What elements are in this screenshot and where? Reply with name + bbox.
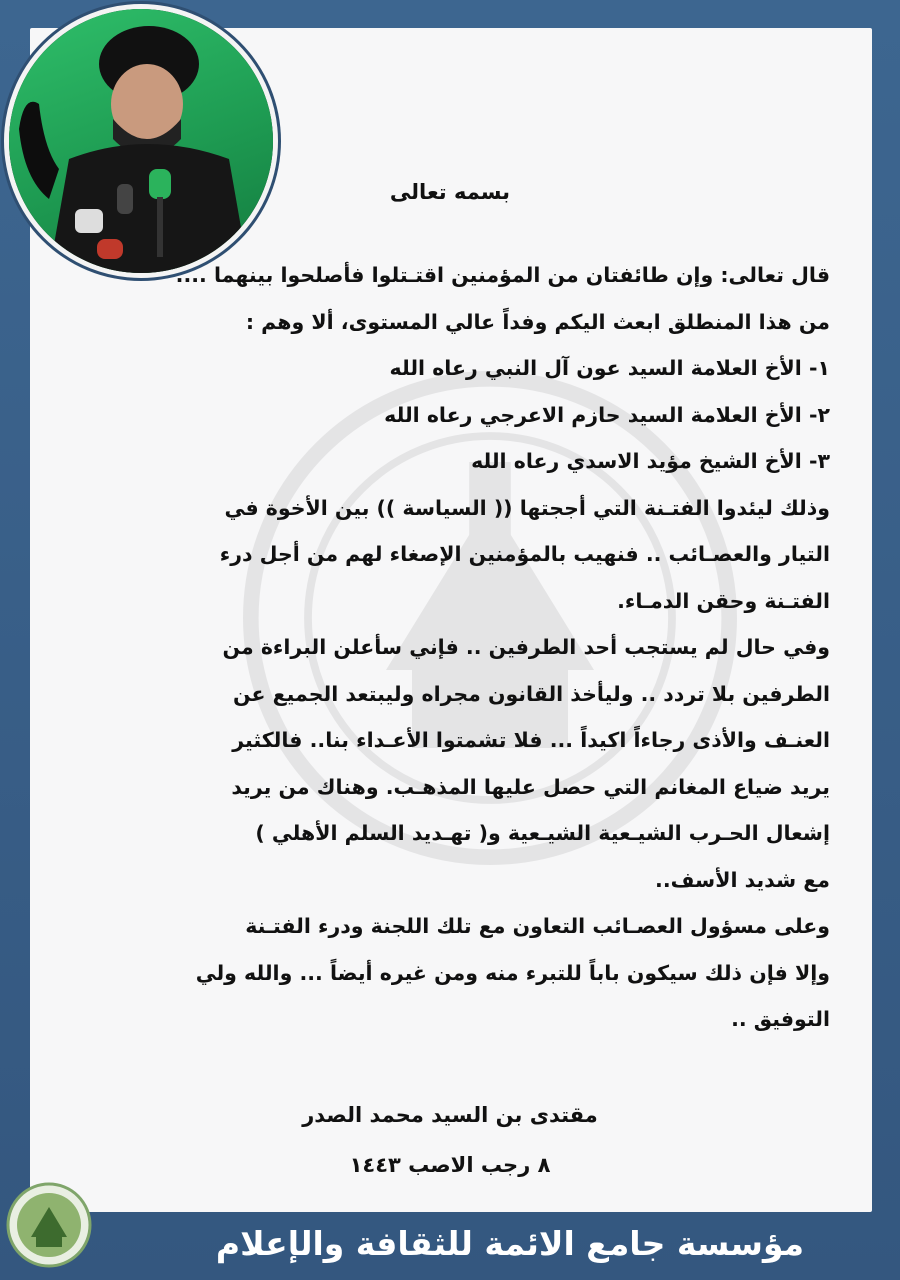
footer-organization: مؤسسة جامع الائمة للثقافة والإعلام <box>215 1224 805 1263</box>
letter-line: التوفيق .. <box>731 1007 830 1031</box>
letter-body <box>70 180 830 1043</box>
letter-line: يريد ضياع المغانم التي حصل عليها المذهـب. وهناك من يريد <box>231 774 830 799</box>
letter-line: العنـف والأذى رجاءاً اكيداً ... فلا تشمتوا الأعـداء بنا.. فالكثير <box>232 728 830 752</box>
letter-line: الطرفين بلا تردد .. وليأخذ القانون مجراه وليبتعد الجميع عن <box>233 681 830 706</box>
signature-block <box>230 1090 670 1190</box>
letter-text <box>70 252 830 1043</box>
letter-line: الفتـنة وحقن الدمـاء. <box>617 588 830 613</box>
letter-line: وإلا فإن ذلك سيكون باباً للتبرء منه ومن غيره أيضاً ... والله ولي <box>195 960 830 985</box>
signature-name: مقتدى بن السيد محمد الصدر <box>302 1103 598 1127</box>
letter-line: من هذا المنطلق ابعث اليكم وفداً عالي المستوى، ألا وهم : <box>245 309 830 334</box>
letter-line: وفي حال لم يستجب أحد الطرفين .. فإني سأعلن البراءة من <box>222 635 830 659</box>
institution-logo-icon <box>6 1182 92 1268</box>
letter-line: ٢- الأخ العلامة السيد حازم الاعرجي رعاه الله <box>384 402 830 427</box>
letter-line: وذلك ليئدوا الفتـنة التي أججتها (( السياسة )) بين الأخوة في <box>224 495 830 520</box>
letter-line: إشعال الحـرب الشيـعية الشيـعية و( تهـديد السلم الأهلي ) <box>255 821 830 845</box>
letter-line: ١- الأخ العلامة السيد عون آل النبي رعاه الله <box>389 356 830 380</box>
letter-line: وعلى مسؤول العصـائب التعاون مع تلك اللجنة ودرء الفتـنة <box>245 914 830 938</box>
letter-line: قال تعالى: وإن طائفتان من المؤمنين اقتـتلوا فأصلحوا بينهما .... <box>175 263 830 287</box>
letter-line: مع شديد الأسف.. <box>655 867 830 892</box>
letter-line: ٣- الأخ الشيخ مؤيد الاسدي رعاه الله <box>471 449 830 473</box>
signature-date: ٨ رجب الاصب ١٤٤٣ <box>349 1153 551 1177</box>
letter-line: التيار والعصـائب .. فنهيب بالمؤمنين الإصغاء لهم من أجل درء <box>219 542 830 566</box>
letter-heading: بسمه تعالى <box>389 180 511 204</box>
